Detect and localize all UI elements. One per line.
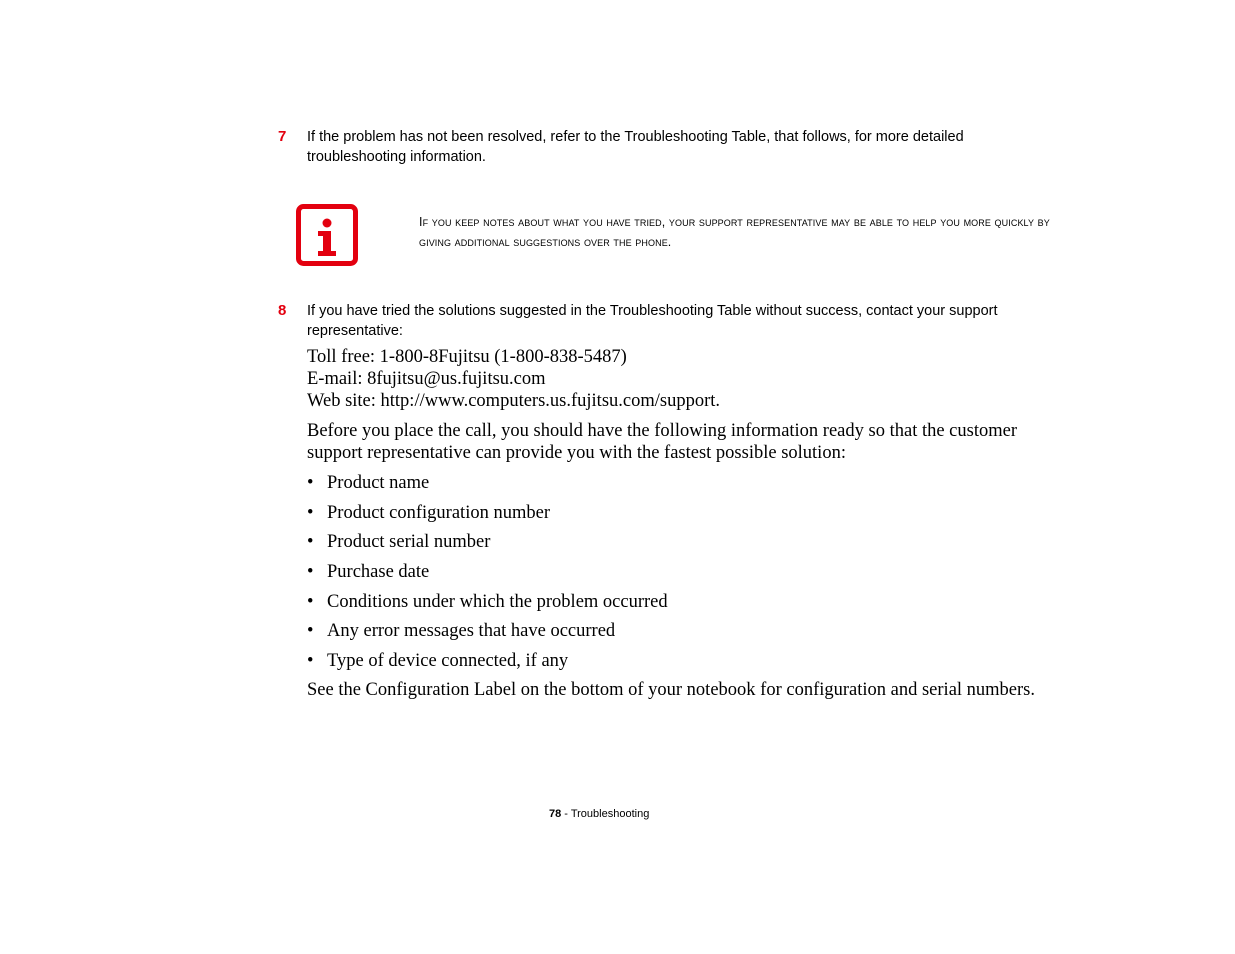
list-item-text: Product serial number [327, 532, 491, 553]
bullet-icon: • [307, 502, 314, 523]
bullet-icon: • [307, 651, 314, 672]
list-item [307, 618, 668, 648]
section-name: Troubleshooting [570, 808, 650, 820]
list-item [307, 648, 668, 678]
info-checklist [307, 470, 668, 678]
list-item-text: Product name [327, 473, 430, 493]
bullet-icon: • [307, 562, 314, 583]
list-item [307, 529, 668, 559]
intro-paragraph: Before you place the call, you should have the following information ready so that the customer support representative can provide you with the fastest possible solution: [307, 421, 1017, 463]
page-number: 78 [549, 808, 562, 820]
page-footer [549, 806, 649, 822]
email-line: E-mail: 8fujitsu@us.fujitsu.com [307, 369, 546, 389]
list-item [307, 500, 668, 530]
list-item [307, 470, 668, 500]
closing-paragraph: See the Configuration Label on the bottom of your notebook for configuration and serial numbers. [307, 680, 1036, 700]
step-number: 7 [278, 128, 287, 145]
list-item [307, 559, 668, 589]
list-item-text: Product configuration number [327, 502, 550, 523]
bullet-icon: • [307, 473, 314, 493]
info-icon [296, 204, 358, 266]
footer-separator: - [561, 808, 571, 820]
bullet-icon: • [307, 532, 314, 553]
contact-info [307, 346, 1067, 412]
step-text: If the problem has not been resolved, refer to the Troubleshooting Table, that follows, for more detailed troubleshooting information. [307, 129, 964, 165]
note-text: If you keep notes about what you have tried, your support representative may be able to help you more quickly by giving additional suggestions over the phone. [419, 215, 1050, 249]
list-item-text: Any error messages that have occurred [327, 621, 616, 642]
list-item [307, 589, 668, 619]
website-line: Web site: http://www.computers.us.fujitsu.com/support. [307, 391, 721, 411]
list-item-text: Type of device connected, if any [327, 651, 569, 672]
step-text: If you have tried the solutions suggested in the Troubleshooting Table without success, contact your support representative: [307, 303, 998, 339]
bullet-icon: • [307, 591, 314, 612]
list-item-text: Conditions under which the problem occurred [327, 591, 668, 612]
bullet-icon: • [307, 621, 314, 642]
list-item-text: Purchase date [327, 562, 430, 583]
step-number: 8 [278, 302, 287, 319]
toll-free-line: Toll free: 1-800-8Fujitsu (1-800-838-5487) [307, 347, 627, 367]
